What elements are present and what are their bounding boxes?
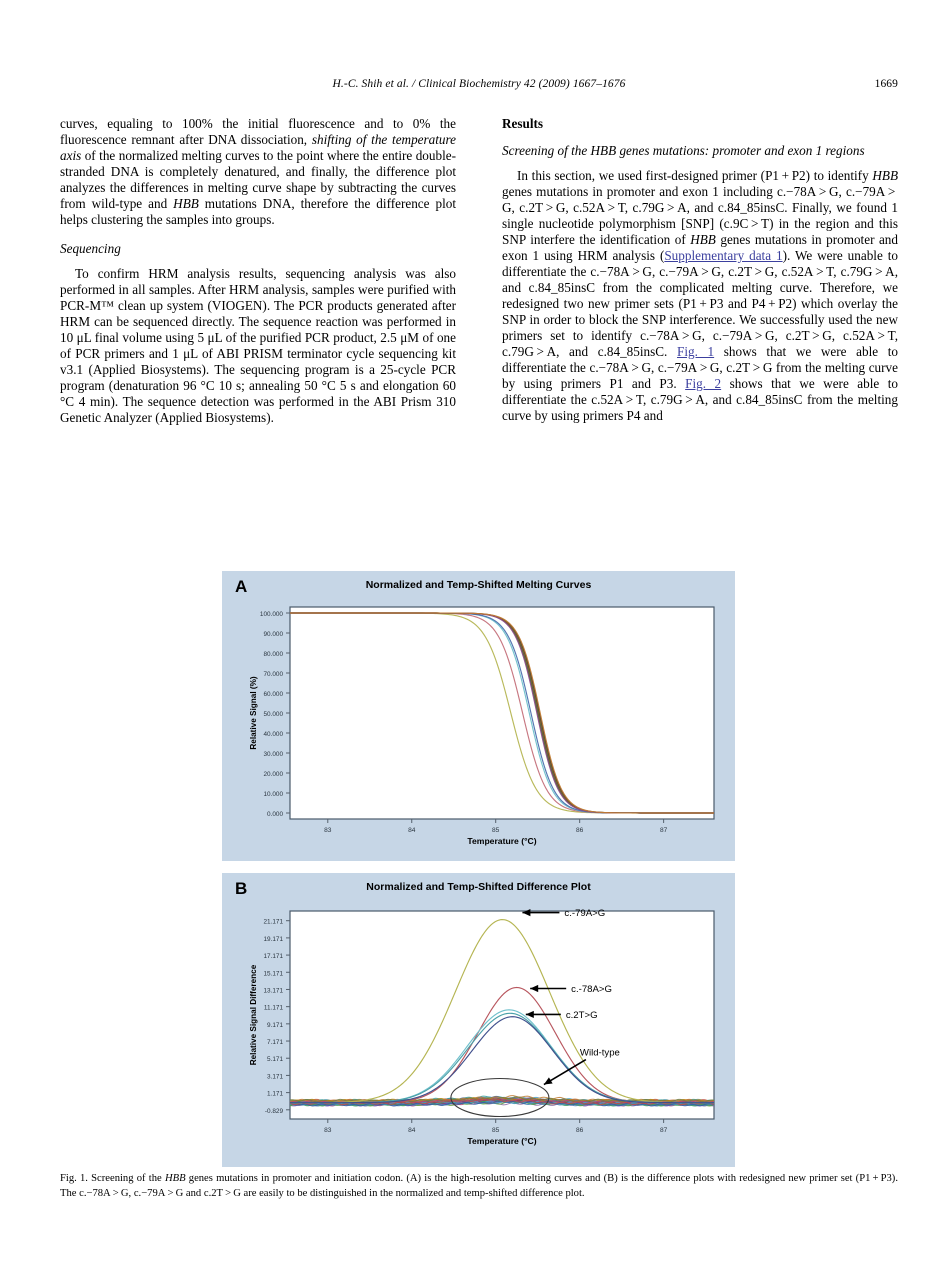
text-run-italic: shifting of the temperature axis: [60, 132, 456, 163]
svg-text:84: 84: [408, 1127, 416, 1134]
svg-text:30.000: 30.000: [263, 751, 283, 758]
link-fig-1[interactable]: Fig. 1: [677, 344, 715, 359]
text-run: shows that we were able to differentiate the c.−78A > G, c.−79A > G, c.2T > G from the melting curve by using primers P1 and P3.: [502, 344, 899, 391]
svg-text:84: 84: [408, 827, 416, 834]
right-column: [502, 116, 898, 424]
svg-text:0.000: 0.000: [267, 811, 283, 818]
text-run: genes mutations: promoter and exon 1 regions: [616, 143, 865, 158]
svg-text:87: 87: [659, 1127, 668, 1134]
gene-name: HBB: [173, 196, 199, 211]
svg-text:7.171: 7.171: [267, 1039, 283, 1047]
svg-text:-0.829: -0.829: [264, 1107, 283, 1115]
svg-text:83: 83: [324, 827, 332, 834]
svg-text:Relative Signal Difference: Relative Signal Difference: [249, 964, 258, 1066]
text-run: Fig. 1. Screening of the: [60, 1173, 165, 1184]
heading-sequencing: Sequencing: [60, 241, 121, 256]
svg-text:19.171: 19.171: [263, 935, 283, 943]
gene-name: HBB: [872, 168, 898, 183]
svg-text:c.-79A>G: c.-79A>G: [564, 908, 606, 920]
gene-name: HBB: [590, 143, 617, 158]
text-run: curves, equaling to 100% the initial fluorescence and to 0% the fluorescence remnant after DNA dissociation,: [60, 116, 456, 147]
gene-name: HBB: [690, 232, 716, 247]
svg-text:50.000: 50.000: [263, 711, 283, 718]
text-run: ). We were unable to differentiate the c.−78A > G, c.−79A > G, c.2T > G, c.52A > T, c.79G > A, and c.84_85insC from the complicated melting curve. Therefore, we redesigned two new primer sets (P1 + P3 and P4 + P2) which overlay the SNP in order to block the SNP interference. We successfully used the new primers set to identify c.−78A > G, c.−79A > G, c.2T > G, c.52A > T, c.79G > A, and c.84_85insC.: [502, 248, 898, 359]
panel-b-letter: B: [235, 879, 248, 898]
svg-text:17.171: 17.171: [263, 953, 283, 961]
svg-text:5.171: 5.171: [267, 1056, 283, 1064]
svg-text:13.171: 13.171: [263, 987, 283, 995]
panel-a-title: Normalized and Temp-Shifted Melting Curves: [365, 579, 592, 591]
svg-text:Relative Signal (%): Relative Signal (%): [249, 676, 258, 750]
svg-text:c.-78A>G: c.-78A>G: [571, 983, 612, 995]
text-run: In this section, we used first-designed primer (P1 + P2) to identify: [517, 168, 873, 183]
panel-a-letter: A: [235, 577, 248, 596]
text-run: genes mutations in promoter and exon 1 including c.−78A > G, c.−79A > G, c.2T > G, c.52A > T, c.79G > A, and c.84_85insC. Finally, we found 1 single nucleotide polymorphism [SNP] (c.9C > T) in the region and this SNP interfere the identification of: [502, 184, 898, 247]
svg-text:87: 87: [659, 827, 668, 834]
page-folio: 1669: [874, 78, 898, 90]
text-run: genes mutations in promoter and exon 1 using HRM analysis (: [502, 232, 898, 263]
svg-text:40.000: 40.000: [263, 731, 283, 738]
svg-text:70.000: 70.000: [263, 671, 283, 678]
left-column: [60, 116, 456, 426]
svg-text:80.000: 80.000: [263, 651, 283, 658]
body-columns: [60, 116, 898, 426]
heading-screening: [502, 143, 898, 159]
svg-text:21.171: 21.171: [263, 918, 283, 926]
svg-text:90.000: 90.000: [263, 631, 283, 638]
svg-text:86: 86: [575, 827, 584, 834]
text-run: of the normalized melting curves to the point where the entire double-stranded DNA is completely denatured, and finally, the difference plot analyzes the differences in melting curve shape by subtracting the curves from wild-type and: [60, 148, 456, 211]
paragraph-sequencing: To confirm HRM analysis results, sequencing analysis was also performed in all samples. After HRM analysis, samples were purified with PCR-M™ clean up system (VIOGEN). The PCR products generated after HRM can be sequenced directly. The sequence reaction was performed in 10 μL final volume using 5 μL of the purified PCR product, 2.5 μM of one of PCR primers and 1 μL of ABI PRISM terminator cycle sequencing kit v3.1 (Applied Biosystems). The sequencing program is a 25-cycle PCR program (denaturation 96 °C 10 s; annealing 50 °C 5 s and elongation 60 °C 4 min). The sequence detection was performed in the ABI Prism 310 Genetic Analyzer (Applied Biosystems).: [60, 266, 456, 425]
figure-1: [222, 571, 735, 1167]
link-supplementary-data-1[interactable]: Supplementary data 1: [664, 248, 783, 263]
svg-text:20.000: 20.000: [263, 771, 283, 778]
svg-text:9.171: 9.171: [267, 1021, 283, 1029]
gene-name: HBB: [164, 1173, 186, 1184]
panel-b-title: Normalized and Temp-Shifted Difference Plot: [366, 881, 591, 893]
figure-panel-a: [222, 571, 735, 861]
running-head-citation: H.-C. Shih et al. / Clinical Biochemistry 42 (2009) 1667–1676: [332, 78, 626, 90]
svg-text:86: 86: [575, 1127, 584, 1134]
svg-text:3.171: 3.171: [267, 1073, 283, 1081]
svg-text:15.171: 15.171: [263, 970, 283, 978]
svg-text:Temperature (°C): Temperature (°C): [467, 836, 537, 846]
paragraph-melting-curves: [60, 116, 456, 228]
svg-text:60.000: 60.000: [263, 691, 283, 698]
svg-text:10.000: 10.000: [263, 791, 283, 798]
figure-panel-b: [222, 873, 735, 1167]
heading-results: Results: [502, 116, 544, 131]
link-fig-2[interactable]: Fig. 2: [685, 376, 722, 391]
paragraph-screening-results: [502, 168, 898, 424]
svg-text:83: 83: [324, 1127, 332, 1134]
svg-text:85: 85: [492, 1127, 500, 1134]
svg-text:Temperature (°C): Temperature (°C): [467, 1136, 537, 1146]
svg-text:1.171: 1.171: [267, 1090, 283, 1098]
svg-text:c.2T>G: c.2T>G: [565, 1009, 598, 1021]
text-run: Screening of the: [502, 143, 591, 158]
svg-text:85: 85: [492, 827, 500, 834]
text-run: shows that we were able to differentiate the c.52A > T, c.79G > A, and c.84_85insC from the melting curve by using primers P4 and: [502, 376, 898, 423]
difference-plot-chart: [222, 873, 735, 1167]
svg-text:Wild-type: Wild-type: [579, 1047, 620, 1059]
svg-text:11.171: 11.171: [263, 1004, 283, 1012]
melting-curves-chart: [222, 571, 735, 861]
figure-caption: [60, 1172, 898, 1201]
svg-text:100.000: 100.000: [259, 611, 283, 618]
text-run: mutations DNA, therefore the difference plot helps clustering the samples into groups.: [60, 196, 457, 227]
text-run: genes mutations in promoter and initiation codon. (A) is the high-resolution melting curves and (B) is the difference plots with redesigned new primer set (P1 + P3). The c.−78A > G, c.−79A > G and c.2T > G are easily to be distinguished in the normalized and temp-shifted difference plot.: [60, 1173, 898, 1199]
